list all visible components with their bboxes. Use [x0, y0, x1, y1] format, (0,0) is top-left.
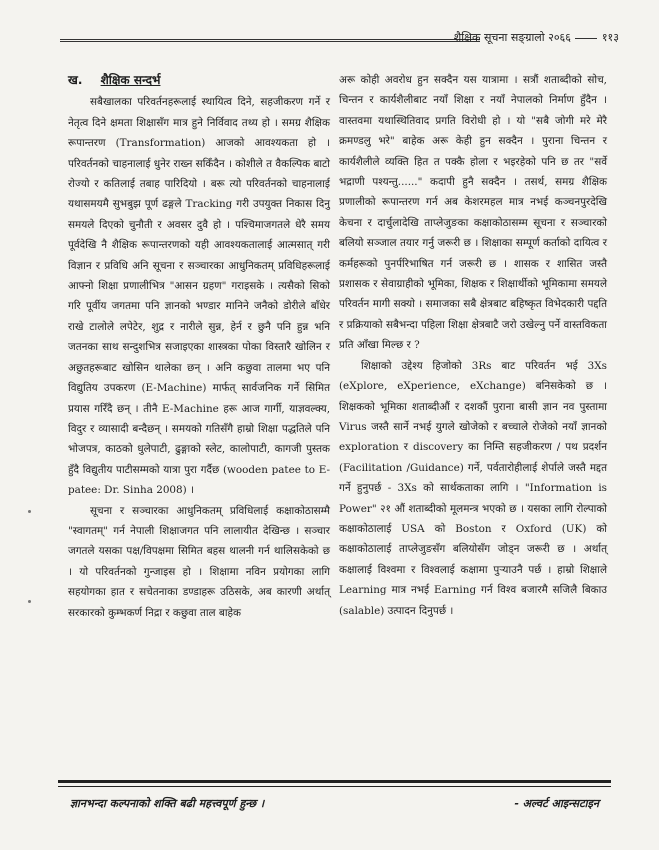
- right-paragraph-2: शिक्षाको उद्देश्य हिजोको 3Rs बाट परिवर्तन भई 3Xs (eXplore, eXperience, eXchange) बनिसकेको छ । शिक्षकको भूमिका शताब्दीऔं र दशकौं पुराना बासी ज्ञान नव पुस्तामा Virus जस्तै सार्ने नभई युगले खोजेको र बच्चाले रोजेको नयाँ ज्ञानको exploration र discovery का निम्ति सहजीकरण / पथ प्रदर्शन (Facilitation /Guidance) गर्ने, पर्वतारोहीलाई शेर्पाले जस्तै मद्दत गर्ने हुनुपर्छ - 3Xs को सार्थकताका लागि । "Information is Power" २१ औं शताब्दीको मूलमन्त्र भएको छ । यसका लागि रोल्पाको कक्षाकोठालाई USA को Boston र Oxford (UK) को कक्षाकोठालाई ताप्लेजुङसँग बलियोसँग जोड्न जरूरी छ । अर्थात् कक्षालाई विश्वमा र विश्वलाई कक्षामा पुऱ्याउनै पर्छ । हाम्रो शिक्षाले Learning मात्र नभई Earning गर्न विश्व बजारमै सजिलै बिकाउ (salable) उत्पादन दिनुपर्छ ।: [339, 359, 607, 617]
- margin-mark: [28, 510, 31, 513]
- footer-author: - अल्वर्ट आइन्सटाइन: [514, 797, 599, 810]
- footer-rule-thin: [58, 786, 611, 787]
- page-number: ११३: [601, 31, 619, 44]
- footer-rule-thick: [58, 780, 611, 783]
- running-header: [60, 30, 619, 50]
- running-title: शैक्षिक सूचना सङ्ग्रालो २०६६: [453, 31, 571, 44]
- right-paragraph-1: अरू कोही अवरोध हुन सक्दैन यस यात्रामा । सत्रौं शताब्दीको सोच, चिन्तन र कार्यशैलीबाट नयाँ शिक्षा र नयाँ नेपालको निर्माण हुँदैन । वास्तवमा यथास्थितिवाद प्रगति विरोधी हो । यो "सबै जोगी मरे मेरै क्रमण्डलु भरे" बाहेक अरू केही हुन सक्दैन । पुराना चिन्तन र कार्यशैलीले व्यक्ति हित त पक्कै होला र भइरहेको पनि छ तर "सर्वे भद्राणी पश्यन्तु......" कदापी हुनै सक्दैन । तसर्थ, समग्र शैक्षिक प्रणालीको रूपान्तरण गर्न अब केशरमहल मात्र नभई कञ्चनपुरदेखि केचना र दार्चुलादेखि ताप्लेजुङका कक्षाकोठासम्म सूचना र सञ्चारको बलियो सञ्जाल तयार गर्नु जरूरी छ । शिक्षाका सम्पूर्ण कर्ताको दायित्व र कर्महरूको पुनर्परिभाषित गर्न जरूरी छ । शासक र शासित जस्तै प्रशासक र सेवाग्राहीको भूमिका, शिक्षक र शिक्षार्थीको भूमिकामा समयले परिवर्तन मागी सक्यो । समाजका सबै क्षेत्रबाट बहिष्कृत विभेदकारी पद्दति र प्रक्रियाको सबैभन्दा पहिला शिक्षा क्षेत्रबाटै जरो उखेल्नु पर्ने वास्तविकता प्रति आँखा मिल्छ र ?: [339, 74, 607, 352]
- margin-mark: [28, 600, 31, 603]
- left-paragraph-2: सूचना र सञ्चारका आधुनिकतम् प्रविधिलाई कक्षाकोठासम्मै "स्वागतम्" गर्न नेपाली शिक्षाजगत पनि लालायीत देखिन्छ । सञ्चार जगतले यसका पक्ष/विपक्षमा सिमित बहस थालनी गर्न थालिसकेको छ । यो परिवर्तनको गुन्जाइस हो । शिक्षामा नविन प्रयोगका लागि सहयोगका हात र सचेतनाका डण्डाहरू उठिसके, अब कारणी अर्थात् सरकारको कुम्भकर्ण निद्रा र कछुवा ताल बाहेक: [68, 504, 330, 619]
- header-dash: [575, 38, 597, 39]
- section-heading: [68, 70, 330, 90]
- right-column: [339, 70, 607, 621]
- left-paragraph-1: सबैखालका परिवर्तनहरूलाई स्थायित्व दिने, सहजीकरण गर्ने र नेतृत्व दिने क्षमता शिक्षासँग मात्र हुने निर्विवाद तथ्य हो । समग्र शैक्षिक रूपान्तरण (Transformation) आजको आवश्यकता हो । परिवर्तनको चाहनालाई धुनेर राख्न सकिँदैन । कोशीले त वैकल्पिक बाटो रोज्यो र कतिलाई तबाह पारिदियो । बरू त्यो परिवर्तनको चाहनालाई यथासमयमै सुभबुझ पूर्ण ढङ्गले Tracking गरी उपयुक्त निकास दिनु समयले दिएको चुनौती र अवसर दुवै हो । पश्चिमाजगतले धेरै समय पूर्वदेखि नै शैक्षिक रूपान्तरणको यही आवश्यकतालाई आत्मसात् गरी विज्ञान र प्रविधि अनि सूचना र सञ्चारका आधुनिकतम् प्रविधिहरूलाई आफ्नो शिक्षा प्रणालीभित्र "आसन ग्रहण" गराइसके । त्यसैको सिको गरि पूर्वीय जगतमा पनि ज्ञानको भण्डार मानिने जनैको डोरीले बाँधेर राखे टालोले लपेटेर, शुद्र र नारीले सुन्न, हेर्न र छुनै पनि हुन्न भनि जतनका साथ सन्दुशभित्र सजाइएका शास्त्रका पोका विस्तारै खोलिन र अछुतहरूबाट खोसिन थालेका छन् । अनि कछुवा तालमा भए पनि विद्युतिय उपकरण (E-Machine) मार्फत् सार्वजनिक गर्ने सिमित प्रयास गरिँदै छन् । तीनै E-Machine हरू आज गार्गी, याज्ञवल्क्य, विदुर र व्यासादी बन्दैछन् । समयको गतिसँगै हाम्रो शिक्षा पद्धतिले पनि भोजपत्र, काठको धुलेपाटी, ढुङ्गाको स्लेट, कालोपाटी, कागजी पुस्तक हुँदै विद्युतीय पाटीसम्मको यात्रा पुरा गर्दैछ (wooden patee to E- patee: Dr. Sinha 2008) ।: [68, 96, 330, 497]
- footer-quote: ज्ञानभन्दा कल्पनाको शक्ति बढी महत्त्वपूर्ण हुन्छ ।: [70, 797, 265, 810]
- header-rule: [60, 39, 480, 44]
- section-title: शैक्षिक सन्दर्भ: [100, 73, 161, 87]
- section-letter: ख.: [68, 73, 83, 87]
- left-column: [68, 70, 330, 623]
